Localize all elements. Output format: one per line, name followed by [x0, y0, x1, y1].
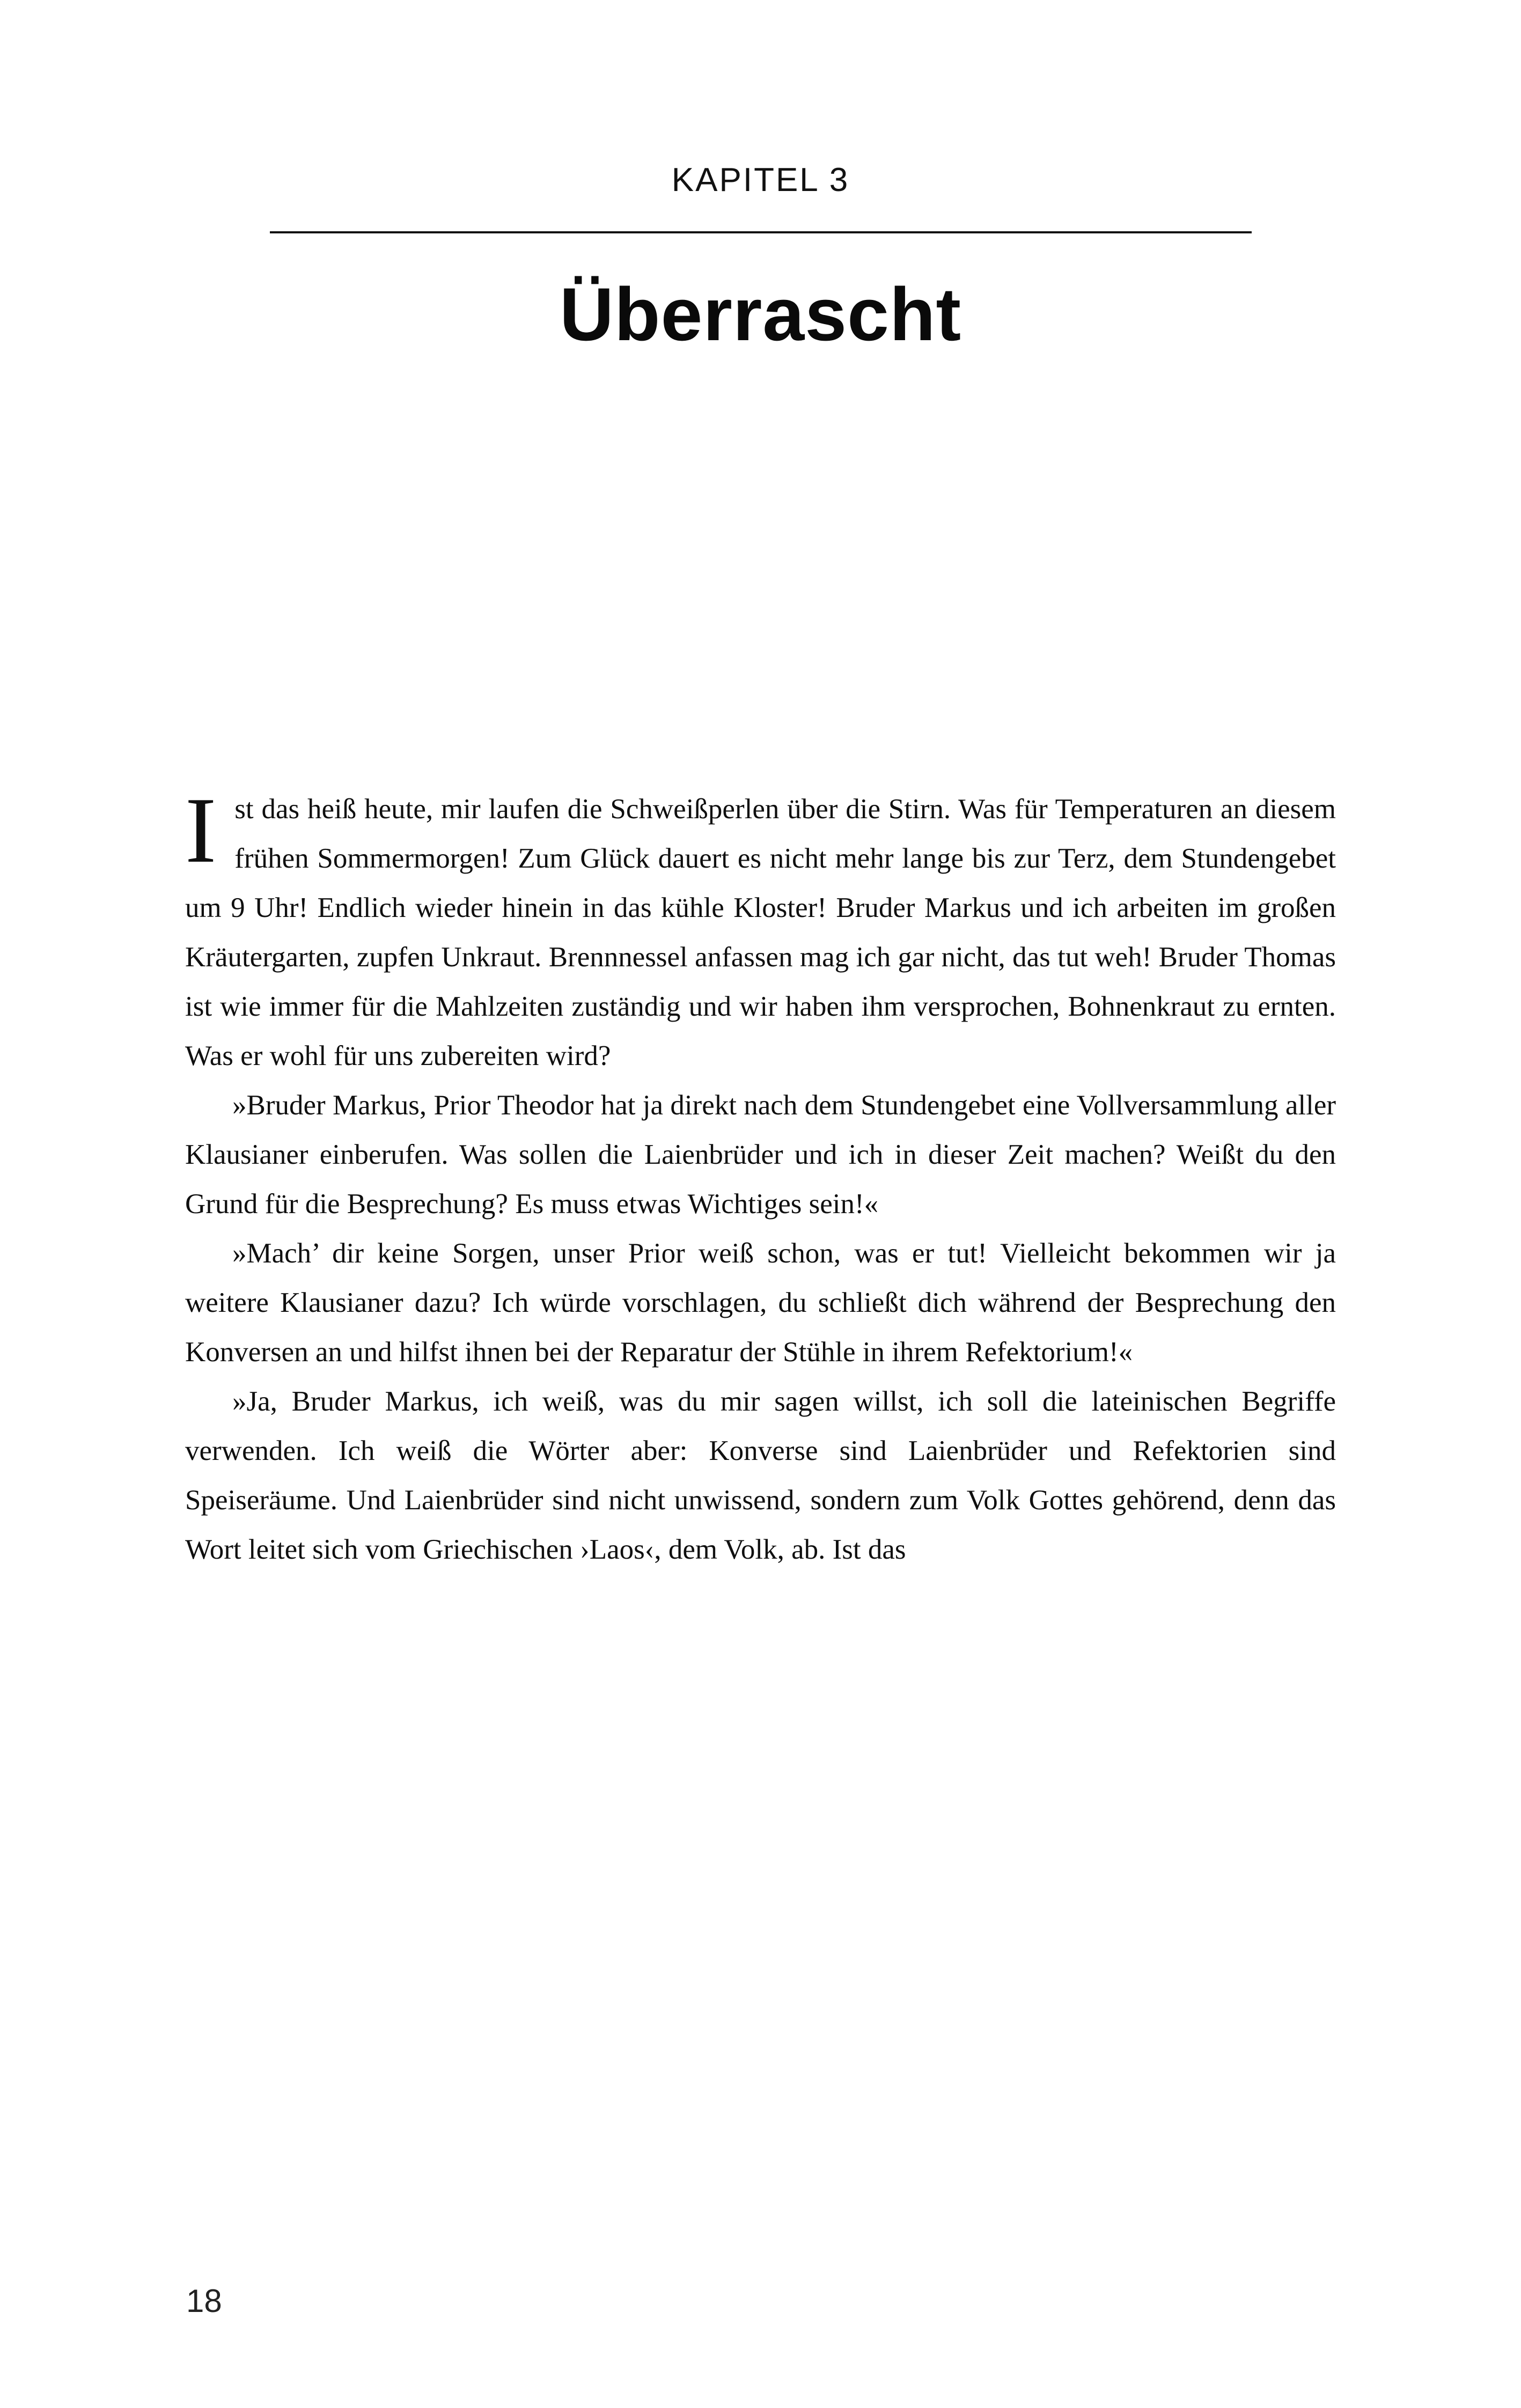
paragraph-opening	[185, 778, 1336, 1081]
paragraph: »Mach’ dir keine Sorgen, unser Prior weiß schon, was er tut! Vielleicht bekommen wir ja weitere Klausianer dazu? Ich würde vorschlagen, du schließt dich während der Besprechung den Konversen an und hilfst ihnen bei der Reparatur der Stühle in ihrem Refektorium!«	[185, 1238, 1336, 1368]
dropcap-letter: I	[185, 778, 217, 882]
paragraph: »Ja, Bruder Markus, ich weiß, was du mir sagen willst, ich soll die lateinischen Begriffe verwenden. Ich weiß die Wörter aber: Konverse sind Laienbrüder und Refektorien sind Speiseräume. Und Laienbrüder sind nicht unwissend, sondern zum Volk Gottes gehörend, denn das Wort leitet sich vom Griechischen ›Laos‹, dem Volk, ab. Ist das	[185, 1386, 1336, 1565]
paragraph-text: st das heiß heute, mir laufen die Schweißperlen über die Stirn. Was für Temperaturen an diesem frühen Sommermorgen! Zum Glück dauert es nicht mehr lange bis zur Terz, dem Stundengebet um 9 Uhr! Endlich wieder hinein in das kühle Kloster! Bruder Markus und ich arbeiten im großen Kräutergarten, zupfen Unkraut. Brennnessel anfassen mag ich gar nicht, das tut weh! Bruder Thomas ist wie immer für die Mahlzeiten zuständig und wir haben ihm versprochen, Bohnenkraut zu ernten. Was er wohl für uns zubereiten wird?	[185, 794, 1336, 1071]
chapter-title: Überrascht	[559, 272, 962, 356]
page-number: 18	[186, 2283, 222, 2319]
chapter-body	[185, 778, 1336, 1574]
paragraph: »Bruder Markus, Prior Theodor hat ja direkt nach dem Stundengebet eine Vollversammlung aller Klausianer einberufen. Was sollen die Laienbrüder und ich in dieser Zeit machen? Weißt du den Grund für die Besprechung? Es muss etwas Wichtiges sein!«	[185, 1090, 1336, 1220]
chapter-header	[0, 0, 1521, 358]
chapter-kicker: KAPITEL 3	[671, 161, 850, 199]
divider-rule	[270, 231, 1252, 233]
